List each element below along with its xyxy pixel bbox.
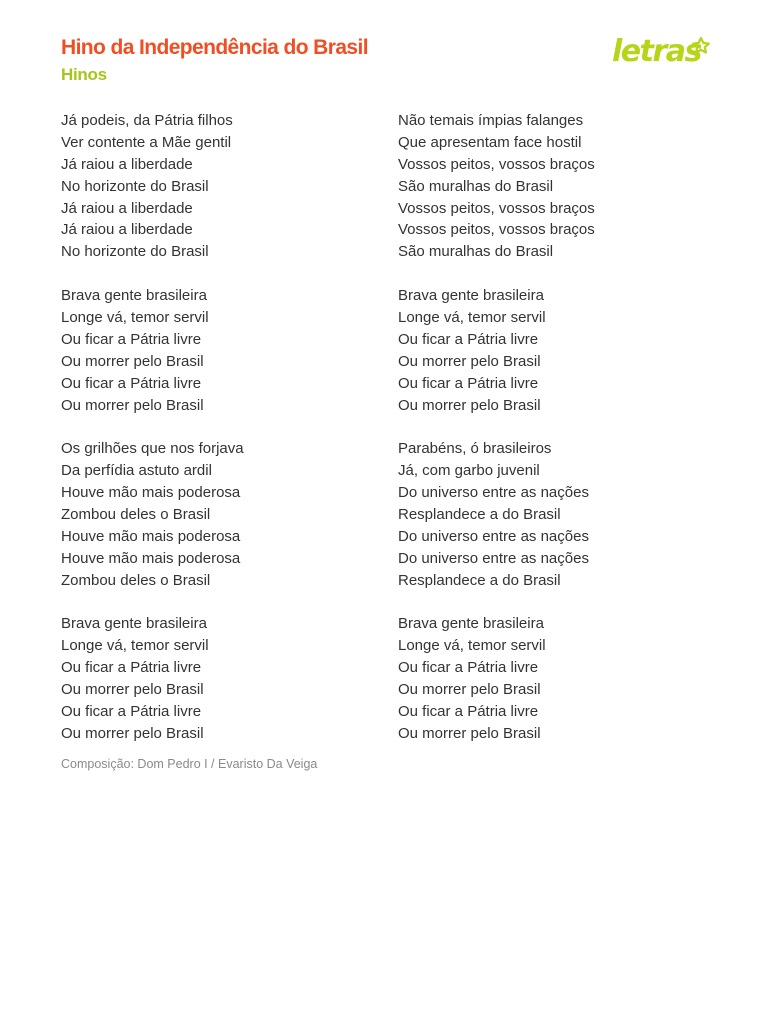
lyric-line: São muralhas do Brasil bbox=[398, 177, 554, 195]
lyric-line: Do universo entre as nações bbox=[398, 549, 589, 567]
lyric-line: Brava gente brasileira bbox=[398, 615, 544, 633]
lyric-line: Vossos peitos, vossos braços bbox=[398, 199, 595, 217]
lyric-line: Já, com garbo juvenil bbox=[398, 462, 540, 480]
stanza bbox=[61, 285, 244, 416]
lyric-line: Já raiou a liberdade bbox=[61, 199, 193, 217]
lyric-line: Longe vá, temor servil bbox=[61, 637, 209, 655]
lyric-line: Ou ficar a Pátria livre bbox=[398, 703, 539, 721]
lyric-line: Ou ficar a Pátria livre bbox=[398, 330, 539, 348]
lyric-line: Já raiou a liberdade bbox=[61, 155, 193, 173]
lyric-line: Houve mão mais poderosa bbox=[61, 484, 241, 502]
lyric-line: São muralhas do Brasil bbox=[398, 243, 554, 261]
lyric-line: Houve mão mais poderosa bbox=[61, 527, 241, 545]
lyric-line: Brava gente brasileira bbox=[61, 287, 207, 305]
lyrics-left-column bbox=[61, 110, 244, 767]
artist-name[interactable]: Hinos bbox=[61, 65, 107, 84]
lyric-line: Resplandece a do Brasil bbox=[398, 506, 561, 524]
lyric-line: Ou ficar a Pátria livre bbox=[398, 374, 539, 392]
lyric-line: Já raiou a liberdade bbox=[61, 221, 193, 239]
composer-credits: Composição: Dom Pedro I / Evaristo Da Veiga bbox=[61, 757, 318, 771]
lyric-line: Ou morrer pelo Brasil bbox=[61, 724, 204, 742]
lyric-line: No horizonte do Brasil bbox=[61, 177, 209, 195]
stanza bbox=[398, 285, 595, 416]
lyric-line: Zombou deles o Brasil bbox=[61, 571, 211, 589]
lyric-line: Ou morrer pelo Brasil bbox=[61, 681, 204, 699]
lyric-line: Ou ficar a Pátria livre bbox=[61, 330, 202, 348]
song-title: Hino da Independência do Brasil bbox=[61, 36, 368, 59]
lyric-line: Brava gente brasileira bbox=[398, 287, 544, 305]
lyric-line: Que apresentam face hostil bbox=[398, 133, 582, 151]
letras-logo[interactable] bbox=[609, 30, 713, 70]
lyric-line: Ou morrer pelo Brasil bbox=[398, 724, 541, 742]
lyric-line: Do universo entre as nações bbox=[398, 527, 589, 545]
stanza bbox=[398, 613, 595, 744]
logo-wordmark: letras bbox=[612, 34, 701, 69]
lyric-line: Longe vá, temor servil bbox=[398, 309, 546, 327]
lyric-line: Ou morrer pelo Brasil bbox=[61, 352, 204, 370]
lyric-line: Ou ficar a Pátria livre bbox=[398, 659, 539, 677]
lyric-line: Longe vá, temor servil bbox=[398, 637, 546, 655]
lyric-line: Houve mão mais poderosa bbox=[61, 549, 241, 567]
letras-logo-icon bbox=[609, 30, 713, 70]
lyric-line: Vossos peitos, vossos braços bbox=[398, 221, 595, 239]
lyric-line: Não temais ímpias falanges bbox=[398, 112, 584, 129]
lyric-line: No horizonte do Brasil bbox=[61, 243, 209, 261]
stanza bbox=[398, 110, 595, 263]
lyrics-right-column bbox=[398, 110, 595, 767]
lyric-line: Zombou deles o Brasil bbox=[61, 506, 211, 524]
stanza bbox=[61, 613, 244, 744]
lyric-line: Já podeis, da Pátria filhos bbox=[61, 112, 233, 129]
lyric-line: Longe vá, temor servil bbox=[61, 309, 209, 327]
song-header bbox=[61, 34, 368, 88]
lyric-line: Ou ficar a Pátria livre bbox=[61, 659, 202, 677]
lyric-line: Resplandece a do Brasil bbox=[398, 571, 561, 589]
lyric-line: Ou morrer pelo Brasil bbox=[398, 681, 541, 699]
lyric-line: Ou ficar a Pátria livre bbox=[61, 703, 202, 721]
lyric-line: Ou ficar a Pátria livre bbox=[61, 374, 202, 392]
lyric-line: Ou morrer pelo Brasil bbox=[61, 396, 204, 414]
lyric-line: Ou morrer pelo Brasil bbox=[398, 396, 541, 414]
lyric-line: Ou morrer pelo Brasil bbox=[398, 352, 541, 370]
lyric-line: Do universo entre as nações bbox=[398, 484, 589, 502]
lyric-line: Da perfídia astuto ardil bbox=[61, 462, 212, 480]
lyric-line: Parabéns, ó brasileiros bbox=[398, 440, 552, 458]
stanza bbox=[61, 438, 244, 591]
stanza bbox=[61, 110, 244, 263]
lyric-line: Os grilhões que nos forjava bbox=[61, 440, 244, 458]
lyric-line: Vossos peitos, vossos braços bbox=[398, 155, 595, 173]
lyric-line: Ver contente a Mãe gentil bbox=[61, 133, 232, 151]
stanza bbox=[398, 438, 595, 591]
lyric-line: Brava gente brasileira bbox=[61, 615, 207, 633]
